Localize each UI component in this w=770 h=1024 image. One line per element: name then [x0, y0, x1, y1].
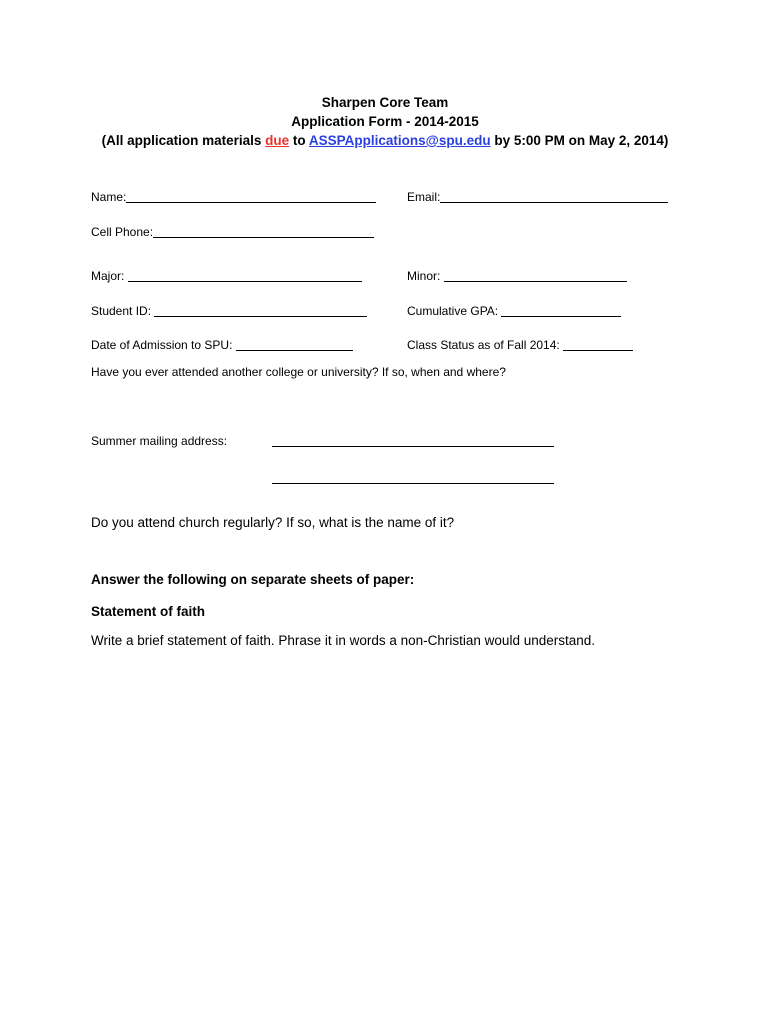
name-field [91, 189, 376, 205]
email-link[interactable]: ASSPApplications@spu.edu [308, 133, 491, 148]
student-id-field [91, 303, 367, 319]
cell-phone-label: Cell Phone: [91, 225, 154, 239]
summer-address-line-2[interactable] [272, 483, 554, 484]
cumulative-gpa-label: Cumulative GPA: [407, 304, 502, 318]
major-field [91, 268, 362, 284]
major-label: Major: [91, 269, 128, 283]
summer-mailing-address-label: Summer mailing address: [91, 434, 228, 448]
class-status-blank[interactable] [563, 338, 633, 351]
name-label: Name: [91, 190, 127, 204]
form-subtitle: Application Form - 2014-2015 [291, 114, 479, 129]
email-blank[interactable] [440, 190, 668, 203]
minor-blank[interactable] [444, 269, 627, 282]
major-blank[interactable] [128, 269, 362, 282]
class-status-label: Class Status as of Fall 2014: [407, 338, 564, 352]
cell-phone-blank[interactable] [153, 225, 374, 238]
statement-of-faith-body: Write a brief statement of faith. Phrase it in words a non-Christian would understand. [91, 633, 596, 648]
minor-label: Minor: [407, 269, 444, 283]
other-college-question: Have you ever attended another college or university? If so, when and where? [91, 365, 506, 379]
name-blank[interactable] [126, 190, 376, 203]
student-id-label: Student ID: [91, 304, 155, 318]
notice-to: to [289, 133, 309, 148]
email-field [407, 189, 668, 205]
cumulative-gpa-field [407, 303, 621, 319]
statement-of-faith-heading: Statement of faith [91, 604, 206, 619]
deadline-notice [0, 131, 770, 150]
notice-prefix: (All application materials [101, 133, 266, 148]
date-of-admission-blank[interactable] [236, 338, 353, 351]
summer-address-line-1[interactable] [272, 446, 554, 447]
church-question: Do you attend church regularly? If so, what is the name of it? [91, 515, 455, 530]
notice-due: due [265, 133, 290, 148]
email-label: Email: [407, 190, 441, 204]
separate-sheets-heading: Answer the following on separate sheets of paper: [91, 572, 415, 587]
notice-suffix: by 5:00 PM on May 2, 2014) [490, 133, 669, 148]
minor-field [407, 268, 627, 284]
student-id-blank[interactable] [154, 304, 367, 317]
form-title: Sharpen Core Team [321, 95, 449, 110]
date-of-admission-label: Date of Admission to SPU: [91, 338, 236, 352]
cell-phone-field [91, 224, 374, 240]
date-of-admission-field [91, 337, 353, 353]
class-status-field [407, 337, 633, 353]
cumulative-gpa-blank[interactable] [501, 304, 621, 317]
form-header [0, 93, 770, 150]
